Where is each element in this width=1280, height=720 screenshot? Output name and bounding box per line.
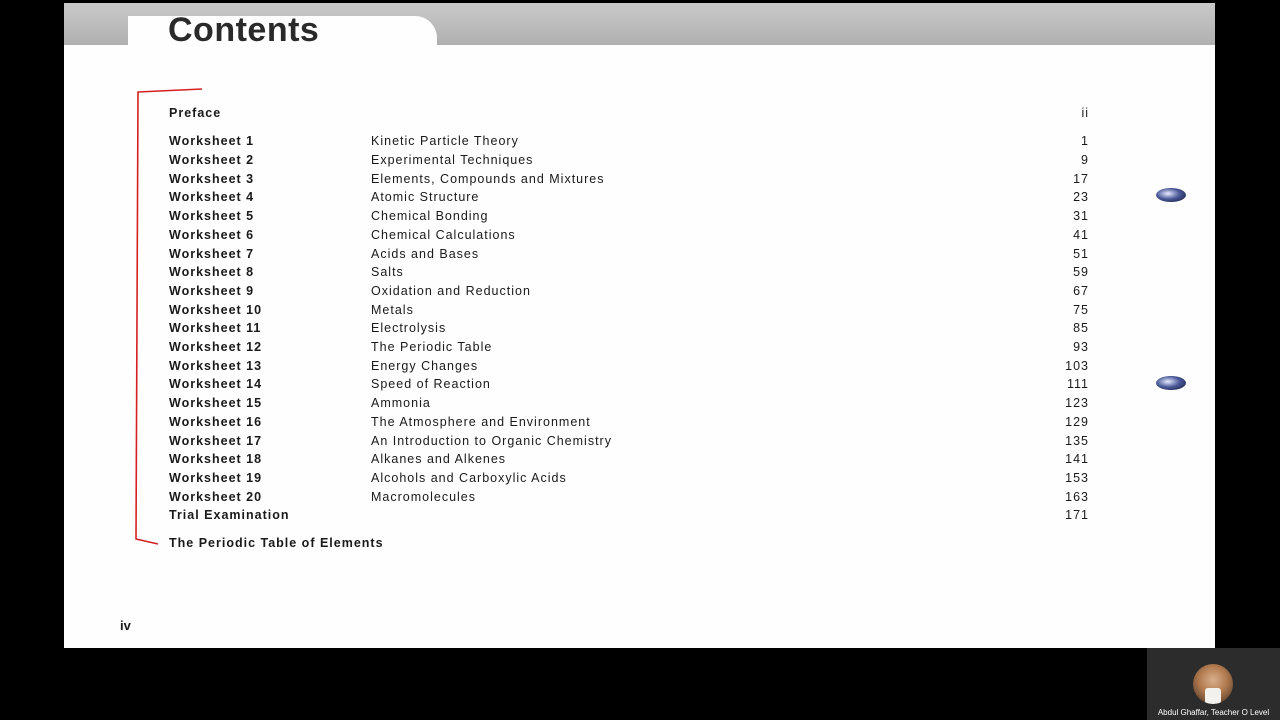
toc-row (169, 452, 1089, 471)
entry-label: Worksheet 12 (169, 340, 263, 354)
entry-page: 41 (1073, 228, 1089, 242)
entry-label: Worksheet 6 (169, 228, 255, 242)
entry-page: 153 (1065, 471, 1089, 485)
entry-page: 141 (1065, 452, 1089, 466)
participant-avatar (1193, 664, 1233, 704)
entry-page: 129 (1065, 415, 1089, 429)
entry-label: Worksheet 18 (169, 452, 263, 466)
entry-title: Kinetic Particle Theory (371, 134, 519, 148)
toc-row (169, 471, 1089, 490)
entry-title: Chemical Bonding (371, 209, 489, 223)
blue-dot-icon (1156, 376, 1186, 390)
entry-label: Worksheet 11 (169, 321, 262, 335)
entry-title: The Atmosphere and Environment (371, 415, 591, 429)
toc-row (169, 303, 1089, 322)
entry-label: Worksheet 9 (169, 284, 255, 298)
participant-video-tile[interactable] (1147, 648, 1280, 720)
entry-page: 67 (1073, 284, 1089, 298)
entry-title: Experimental Techniques (371, 153, 534, 167)
entry-title: Macromolecules (371, 490, 477, 504)
entry-page: 23 (1073, 190, 1089, 204)
toc-row (169, 415, 1089, 434)
toc-row-trial-examination (169, 508, 1089, 527)
entry-title: The Periodic Table (371, 340, 493, 354)
entry-title: Atomic Structure (371, 190, 480, 204)
participant-name: Abdul Ghaffar, Teacher O Level (1157, 708, 1270, 717)
entry-page: 1 (1081, 134, 1089, 148)
entry-title: Electrolysis (371, 321, 447, 335)
entry-title: Alkanes and Alkenes (371, 452, 507, 466)
page-number: iv (120, 618, 131, 633)
entry-title: Energy Changes (371, 359, 479, 373)
entry-label: Worksheet 2 (169, 153, 255, 167)
entry-label: Worksheet 4 (169, 190, 255, 204)
toc-row (169, 434, 1089, 453)
entry-title: Chemical Calculations (371, 228, 516, 242)
toc-row (169, 396, 1089, 415)
toc-row (169, 209, 1089, 228)
entry-page: 9 (1081, 153, 1089, 167)
entry-label: Worksheet 17 (169, 434, 263, 448)
entry-label: Worksheet 1 (169, 134, 255, 148)
entry-title: Speed of Reaction (371, 377, 491, 391)
entry-label: Preface (169, 106, 222, 120)
entry-label: Worksheet 14 (169, 377, 263, 391)
entry-page: 17 (1073, 172, 1089, 186)
toc-row (169, 228, 1089, 247)
toc-row-preface (169, 106, 1089, 125)
toc-row-periodic-table (169, 536, 1089, 555)
entry-label: Worksheet 5 (169, 209, 255, 223)
toc-row (169, 172, 1089, 191)
entry-page: ii (1081, 106, 1089, 120)
toc-row (169, 134, 1089, 153)
entry-page: 59 (1073, 265, 1089, 279)
entry-title: An Introduction to Organic Chemistry (371, 434, 612, 448)
entry-title: Ammonia (371, 396, 431, 410)
document-page (64, 3, 1215, 648)
toc-row (169, 377, 1089, 396)
entry-page: 123 (1065, 396, 1089, 410)
entry-title: Acids and Bases (371, 247, 480, 261)
entry-title: Oxidation and Reduction (371, 284, 531, 298)
blue-dot-icon (1156, 188, 1186, 202)
entry-page: 103 (1065, 359, 1089, 373)
entry-label: Worksheet 3 (169, 172, 255, 186)
toc-row (169, 284, 1089, 303)
toc-row (169, 340, 1089, 359)
page-title: Contents (168, 11, 320, 49)
entry-page: 31 (1073, 209, 1089, 223)
toc-row (169, 153, 1089, 172)
entry-label: Worksheet 19 (169, 471, 263, 485)
toc-row (169, 265, 1089, 284)
entry-page: 171 (1065, 508, 1089, 522)
entry-title: Alcohols and Carboxylic Acids (371, 471, 567, 485)
toc-row (169, 321, 1089, 340)
entry-title: Metals (371, 303, 414, 317)
toc-row (169, 490, 1089, 509)
entry-label: The Periodic Table of Elements (169, 536, 384, 550)
entry-label: Worksheet 8 (169, 265, 255, 279)
entry-label: Trial Examination (169, 508, 290, 522)
entry-label: Worksheet 7 (169, 247, 255, 261)
entry-page: 85 (1073, 321, 1089, 335)
entry-page: 93 (1073, 340, 1089, 354)
entry-title: Elements, Compounds and Mixtures (371, 172, 605, 186)
entry-page: 163 (1065, 490, 1089, 504)
entry-page: 75 (1073, 303, 1089, 317)
entry-title: Salts (371, 265, 404, 279)
entry-label: Worksheet 13 (169, 359, 263, 373)
entry-label: Worksheet 15 (169, 396, 263, 410)
toc-row (169, 190, 1089, 209)
entry-page: 111 (1066, 377, 1089, 391)
toc-row (169, 359, 1089, 378)
entry-page: 51 (1073, 247, 1089, 261)
entry-label: Worksheet 10 (169, 303, 263, 317)
entry-label: Worksheet 20 (169, 490, 263, 504)
entry-label: Worksheet 16 (169, 415, 263, 429)
toc-row (169, 247, 1089, 266)
entry-page: 135 (1065, 434, 1089, 448)
